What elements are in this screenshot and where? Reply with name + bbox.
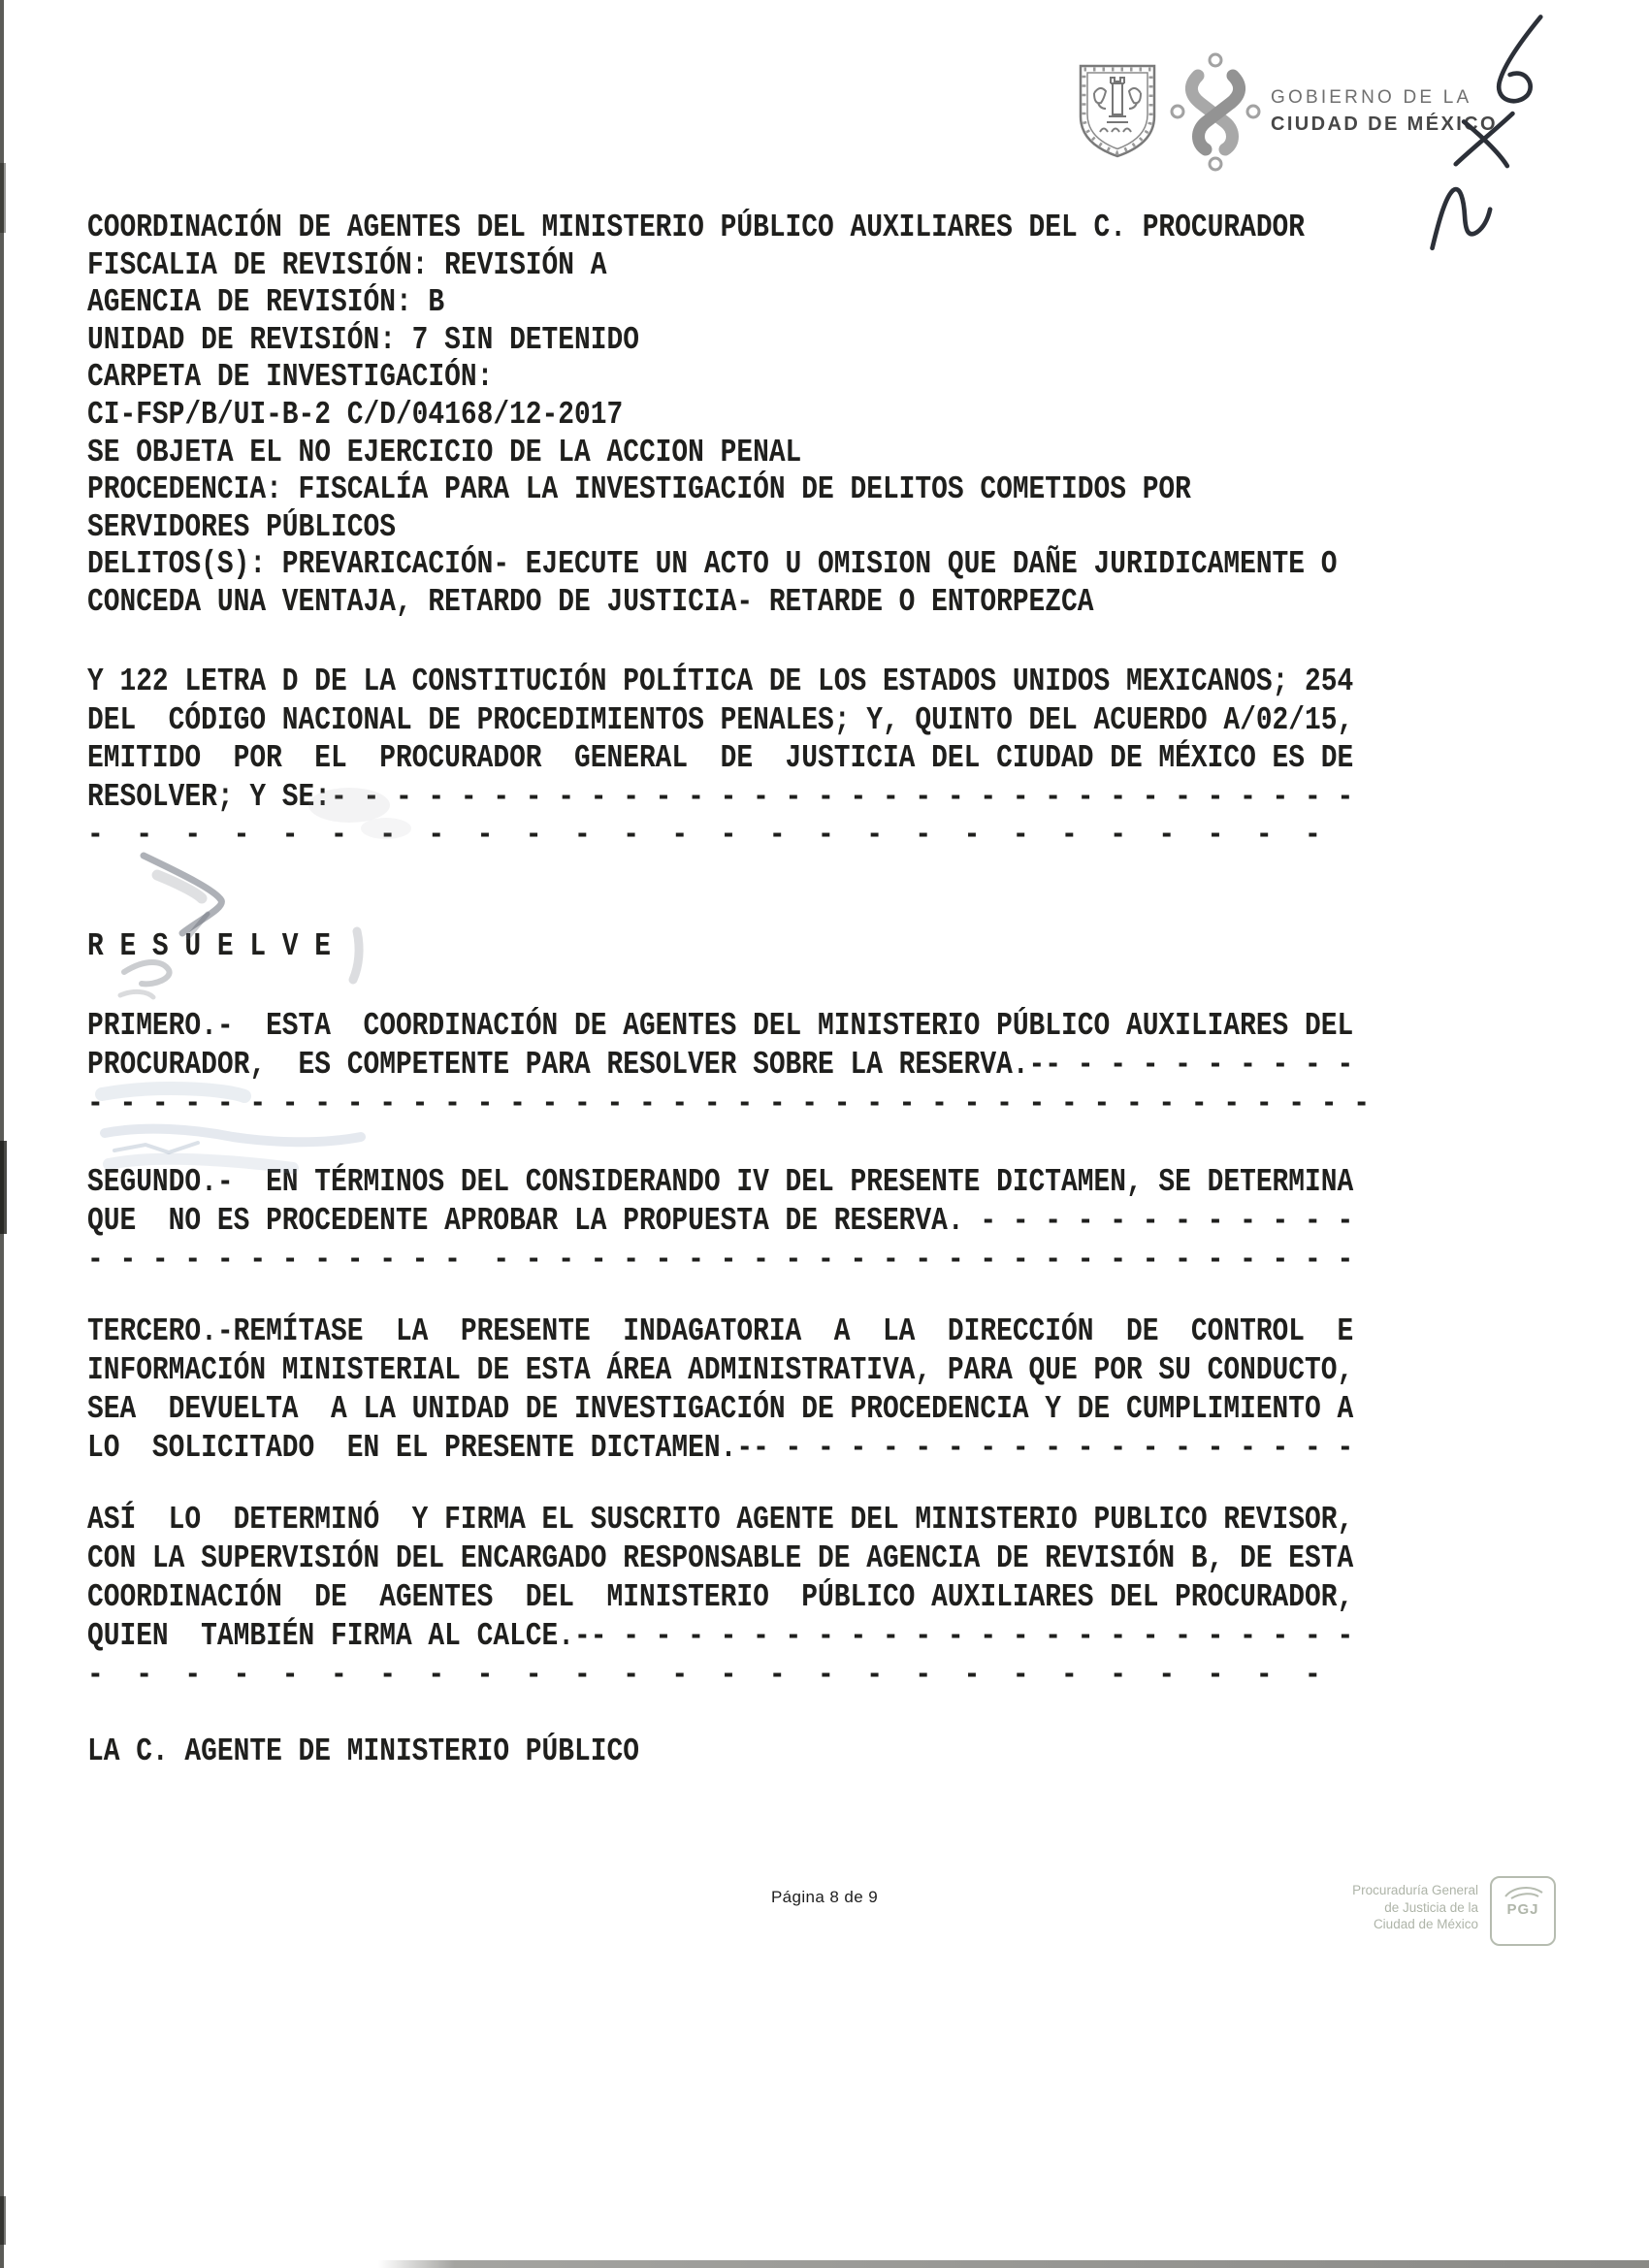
pgj-logo-icon	[1490, 1876, 1556, 1946]
text-line: COORDINACIÓN DE AGENTES DEL MINISTERIO PÚBLICO AUXILIARES DEL PROCURADOR,	[87, 1579, 1354, 1615]
gobierno-line1: GOBIERNO DE LA	[1271, 87, 1472, 108]
page-indicator: Página 8 de 9	[770, 1888, 879, 1906]
text-line: CI-FSP/B/UI-B-2 C/D/04168/12-2017	[87, 396, 624, 433]
text-line: SEA DEVUELTA A LA UNIDAD DE INVESTIGACIÓN DE PROCEDENCIA Y DE CUMPLIMIENTO A	[87, 1391, 1354, 1427]
text-line: - - - - - - - - - - - - - - - - - - - - - - - - - - - - - - - - - - - - - - -	[87, 1242, 1354, 1278]
text-line: DEL CÓDIGO NACIONAL DE PROCEDIMIENTOS PENALES; Y, QUINTO DEL ACUERDO A/02/15,	[87, 701, 1354, 738]
closing-line: LA C. AGENTE DE MINISTERIO PÚBLICO	[87, 1733, 639, 1769]
text-line: COORDINACIÓN DE AGENTES DEL MINISTERIO PÚBLICO AUXILIARES DEL C. PROCURADOR	[87, 210, 1306, 245]
text-line: DELITOS(S): PREVARICACIÓN- EJECUTE UN ACTO U OMISION QUE DAÑE JURIDICAMENTE O	[87, 546, 1338, 583]
text-line: Y 122 LETRA D DE LA CONSTITUCIÓN POLÍTICA DE LOS ESTADOS UNIDOS MEXICANOS; 254	[87, 664, 1354, 699]
stamp-line2: de Justicia de la	[1384, 1899, 1478, 1915]
text-line: PROCURADOR, ES COMPETENTE PARA RESOLVER SOBRE LA RESERVA.-- - - - - - - - - -	[87, 1047, 1354, 1083]
resuelve-heading: R E S U E L V E	[87, 928, 332, 964]
text-line: ASÍ LO DETERMINÓ Y FIRMA EL SUSCRITO AGENTE DEL MINISTERIO PUBLICO REVISOR,	[87, 1502, 1354, 1538]
text-line: UNIDAD DE REVISIÓN: 7 SIN DETENIDO	[87, 321, 639, 358]
text-line: - - - - - - - - - - - - - - - - - - - - - - - - - - - - - - - - - - - - - - - -	[87, 1085, 1370, 1121]
text-line: AGENCIA DE REVISIÓN: B	[87, 284, 445, 321]
text-line: FISCALIA DE REVISIÓN: REVISIÓN A	[87, 246, 607, 283]
text-line: LO SOLICITADO EN EL PRESENTE DICTAMEN.-- - - - - - - - - - - - - - - - - - -	[87, 1430, 1354, 1466]
text-line: PRIMERO.- ESTA COORDINACIÓN DE AGENTES DEL MINISTERIO PÚBLICO AUXILIARES DEL	[87, 1008, 1354, 1044]
text-line: CON LA SUPERVISIÓN DEL ENCARGADO RESPONSABLE DE AGENCIA DE REVISIÓN B, DE ESTA	[87, 1540, 1354, 1576]
stamp-line1: Procuraduría General	[1352, 1883, 1478, 1897]
text-line: INFORMACIÓN MINISTERIAL DE ESTA ÁREA ADMINISTRATIVA, PARA QUE POR SU CONDUCTO,	[87, 1352, 1354, 1388]
text-line: SEGUNDO.- EN TÉRMINOS DEL CONSIDERANDO IV DEL PRESENTE DICTAMEN, SE DETERMINA	[87, 1164, 1354, 1200]
text-line: SERVIDORES PÚBLICOS	[87, 508, 396, 545]
text-line: PROCEDENCIA: FISCALÍA PARA LA INVESTIGACIÓN DE DELITOS COMETIDOS POR	[87, 471, 1191, 508]
text-line: QUIEN TAMBIÉN FIRMA AL CALCE.-- - - - - - - - - - - - - - - - - - - - - - - -	[87, 1618, 1354, 1654]
text-line: - - - - - - - - - - - - - - - - - - - - - - - - - -	[87, 817, 1321, 853]
text-line: SE OBJETA EL NO EJERCICIO DE LA ACCION PENAL	[87, 434, 802, 470]
stamp-line3: Ciudad de México	[1373, 1917, 1478, 1931]
text-line: TERCERO.-REMÍTASE LA PRESENTE INDAGATORIA A LA DIRECCIÓN DE CONTROL E	[87, 1313, 1354, 1349]
text-line: CONCEDA UNA VENTAJA, RETARDO DE JUSTICIA- RETARDE O ENTORPEZCA	[87, 583, 1094, 620]
text-line: EMITIDO POR EL PROCURADOR GENERAL DE JUSTICIA DEL CIUDAD DE MÉXICO ES DE	[87, 740, 1354, 776]
pgj-stamp	[1346, 1874, 1556, 1950]
text-line: RESOLVER; Y SE:- - - - - - - - - - - - - - - - - - - - - - - - - - - - - - - -	[87, 778, 1354, 815]
pgj-logo-text: PGJ	[1506, 1901, 1539, 1918]
gobierno-line2: CIUDAD DE MÉXICO	[1271, 113, 1498, 135]
text-line: - - - - - - - - - - - - - - - - - - - - - - - - - -	[87, 1657, 1321, 1693]
pgj-stamp-text	[1346, 1882, 1478, 1933]
text-line: QUE NO ES PROCEDENTE APROBAR LA PROPUESTA DE RESERVA. - - - - - - - - - - - -	[87, 1203, 1354, 1239]
text-line: CARPETA DE INVESTIGACIÓN:	[87, 359, 494, 396]
